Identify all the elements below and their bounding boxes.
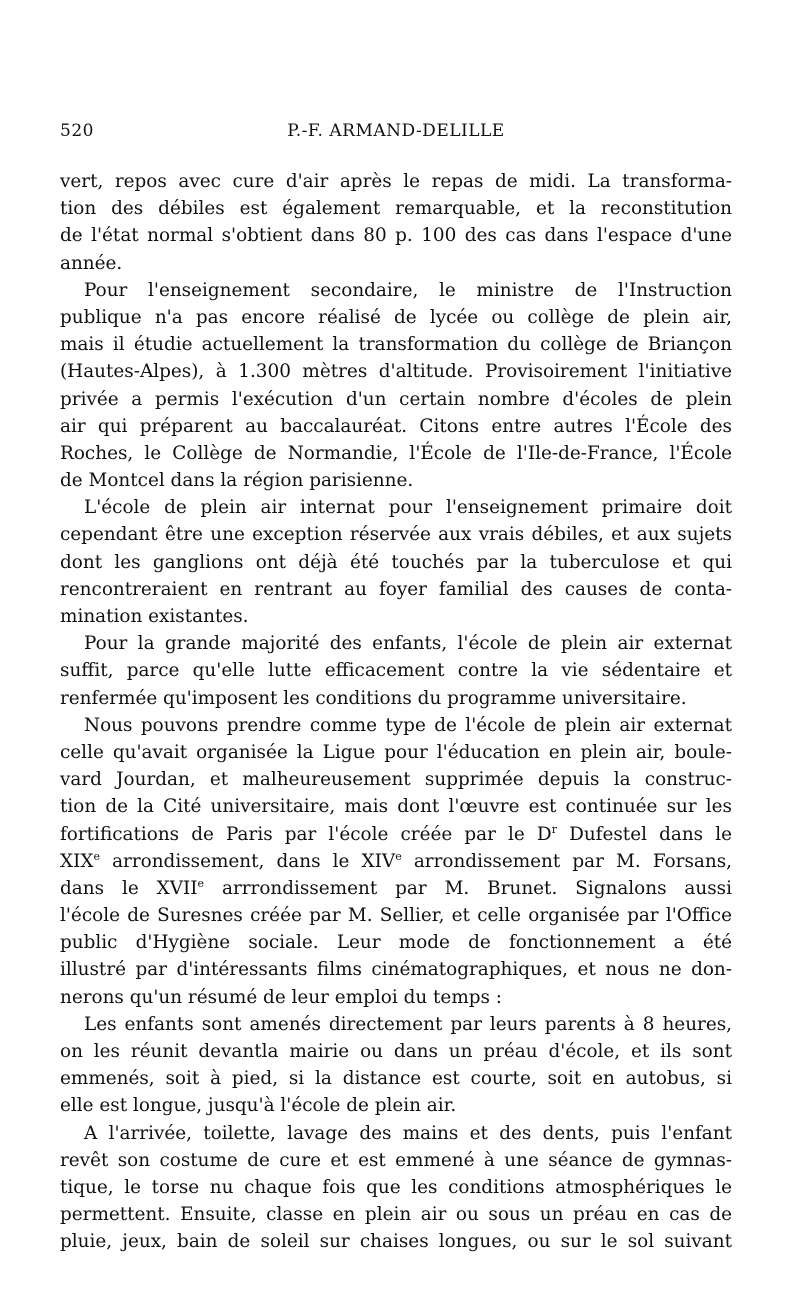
page-header <box>60 121 732 145</box>
text-line <box>60 440 732 467</box>
text-span: arrondissement par M. Forsans, <box>401 850 732 872</box>
text-span: tion de la Cité universitaire, mais dont l'œuvre est continuée sur les <box>60 796 732 818</box>
text-span: l'école de Suresnes créée par M. Sellier, et celle organisée par l'Office <box>60 905 732 927</box>
text-line <box>60 1120 732 1147</box>
text-span: de l'état normal s'obtient dans 80 p. 100 des cas dans l'espace d'une <box>60 225 732 247</box>
text-span: public d'Hygiène sociale. Leur mode de fonctionnement a été <box>60 932 732 954</box>
text-span: vard Jourdan, et malheureusement supprimée depuis la construc- <box>60 769 732 791</box>
text-span: pluie, jeux, bain de soleil sur chaises longues, ou sur le sol suivant <box>60 1231 732 1253</box>
text-span: permettent. Ensuite, classe en plein air ou sous un préau en cas de <box>60 1204 732 1226</box>
text-line <box>60 1011 732 1038</box>
text-span: Les enfants sont amenés directement par leurs parents à 8 heures, <box>84 1013 732 1035</box>
text-line <box>60 222 732 249</box>
text-line <box>60 630 732 657</box>
text-span: suffit, parce qu'elle lutte efficacement contre la vie sédentaire et <box>60 660 732 682</box>
page-number: 520 <box>60 121 94 141</box>
text-span: Pour la grande majorité des enfants, l'école de plein air externat <box>84 633 732 655</box>
text-span: nerons qu'un résumé de leur emploi du temps : <box>60 986 503 1008</box>
text-span: (Hautes-Alpes), à 1.300 mètres d'altitude. Provisoirement l'initiative <box>60 361 732 383</box>
superscript: r <box>551 822 557 836</box>
superscript: e <box>93 849 100 863</box>
text-line <box>60 1038 732 1065</box>
text-span: tion des débiles est également remarquable, et la reconstitution <box>60 198 732 220</box>
text-line <box>60 1092 732 1119</box>
text-span: Roches, le Collège de Normandie, l'École de l'Ile-de-France, l'École <box>60 442 732 464</box>
text-span: arrondissement, dans le XIV <box>99 850 396 872</box>
text-line <box>60 304 732 331</box>
text-line <box>60 1174 732 1201</box>
text-line <box>60 739 732 766</box>
text-line <box>60 1228 732 1255</box>
text-span: revêt son costume de cure et est emmené à une séance de gymnas- <box>60 1149 732 1171</box>
text-line <box>60 1147 732 1174</box>
superscript: e <box>395 849 402 863</box>
body-text <box>60 168 732 1256</box>
text-line <box>60 1065 732 1092</box>
text-span: renfermée qu'imposent les conditions du programme universitaire. <box>60 687 687 709</box>
text-span: elle est longue, jusqu'à l'école de plein air. <box>60 1095 457 1117</box>
text-span: emmenés, soit à pied, si la distance est courte, soit en autobus, si <box>60 1068 732 1090</box>
text-span: A l'arrivée, toilette, lavage des mains et des dents, puis l'enfant <box>84 1122 732 1144</box>
text-line <box>60 467 732 494</box>
text-line <box>60 766 732 793</box>
text-span: Pour l'enseignement secondaire, le ministre de l'Instruction <box>84 279 732 301</box>
text-span: dont les ganglions ont déjà été touchés par la tuberculose et qui <box>60 551 732 573</box>
running-title: P.-F. ARMAND-DELILLE <box>287 121 505 141</box>
text-span: publique n'a pas encore réalisé de lycée ou collège de plein air, <box>60 306 732 328</box>
text-span: mination existantes. <box>60 606 249 627</box>
text-line <box>60 875 732 902</box>
text-span: rencontreraient en rentrant au foyer familial des causes de conta- <box>60 578 732 600</box>
text-line <box>60 386 732 413</box>
text-span: dans le XVII <box>60 877 198 899</box>
text-line <box>60 195 732 222</box>
text-line <box>60 821 732 848</box>
text-line <box>60 929 732 956</box>
text-line <box>60 956 732 983</box>
text-span: année. <box>60 252 123 274</box>
text-line <box>60 168 732 195</box>
text-line <box>60 685 732 712</box>
text-span: tique, le torse nu chaque fois que les conditions atmosphériques le <box>60 1176 732 1198</box>
text-span: illustré par d'intéressants films cinématographiques, et nous ne don- <box>60 959 732 981</box>
text-span: de Montcel dans la région parisienne. <box>60 470 414 492</box>
text-span: privée a permis l'exécution d'un certain nombre d'écoles de plein <box>60 388 732 410</box>
text-line <box>60 358 732 385</box>
text-line <box>60 494 732 521</box>
text-line <box>60 521 732 548</box>
text-line <box>60 331 732 358</box>
text-span: vert, repos avec cure d'air après le repas de midi. La transforma- <box>60 171 732 192</box>
text-line <box>60 984 732 1011</box>
text-span: Dufestel dans le <box>556 823 732 845</box>
text-span: cependant être une exception réservée aux vrais débiles, et aux sujets <box>60 524 732 546</box>
text-line <box>60 549 732 576</box>
text-span: Nous pouvons prendre comme type de l'école de plein air externat <box>84 714 732 736</box>
text-line <box>60 848 732 875</box>
text-line <box>60 1201 732 1228</box>
text-span: air qui préparent au baccalauréat. Citons entre autres l'École des <box>60 415 732 437</box>
text-line <box>60 902 732 929</box>
text-span: arrrondissement par M. Brunet. Signalons aussi <box>204 877 732 899</box>
superscript: e <box>197 876 205 890</box>
text-line <box>60 657 732 684</box>
text-span: mais il étudie actuellement la transformation du collège de Briançon <box>60 334 732 356</box>
text-span: fortifications de Paris par l'école créée par le D <box>60 823 552 845</box>
text-line <box>60 576 732 603</box>
text-line <box>60 250 732 277</box>
text-line <box>60 712 732 739</box>
text-line <box>60 277 732 304</box>
text-span: XIX <box>60 850 94 872</box>
text-span: on les réunit devantla mairie ou dans un préau d'école, et ils sont <box>60 1041 732 1062</box>
text-line <box>60 603 732 630</box>
text-span: celle qu'avait organisée la Ligue pour l'éducation en plein air, boule- <box>60 741 732 763</box>
text-span: L'école de plein air internat pour l'enseignement primaire doit <box>84 497 732 519</box>
text-line <box>60 413 732 440</box>
text-line <box>60 793 732 820</box>
